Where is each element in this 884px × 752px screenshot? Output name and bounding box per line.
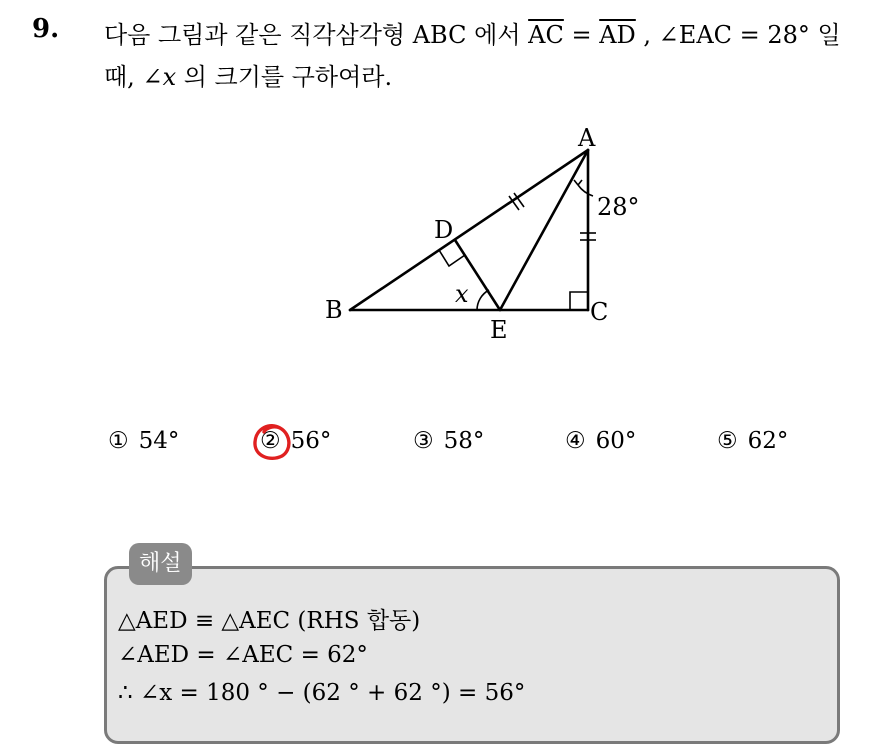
- segment-ac: $\overline{AC}$: [528, 21, 564, 49]
- right-angle-mark-d: [439, 250, 465, 266]
- angle-arc-28: [578, 185, 593, 196]
- question-line-1: [104, 14, 864, 56]
- solution-line-2: ∠AED = ∠AEC = 62°: [118, 642, 368, 668]
- question-number: 9.: [32, 14, 60, 44]
- label-c: C: [590, 298, 609, 326]
- choice-1-number: ①: [108, 428, 129, 454]
- choice-1[interactable]: [108, 428, 179, 454]
- side-ab: [350, 150, 588, 310]
- question-line-2-end: 의 크기를 구하여라.: [176, 63, 393, 91]
- choice-3-value: 58°: [443, 428, 485, 454]
- angle-arrow: [574, 180, 582, 185]
- choice-3-number: ③: [413, 428, 434, 454]
- label-e: E: [490, 316, 508, 344]
- choice-5-value: 62°: [747, 428, 789, 454]
- question-line-1-start: 다음 그림과 같은 직각삼각형 ABC 에서: [104, 21, 529, 49]
- label-b: B: [325, 296, 343, 324]
- variable-x: x: [162, 63, 177, 91]
- choice-5[interactable]: [717, 428, 788, 454]
- choice-5-number: ⑤: [717, 428, 738, 454]
- choice-2-number: ②: [260, 428, 281, 454]
- solution-line-1: △AED ≡ △AEC (RHS 합동): [118, 608, 421, 634]
- label-d: D: [434, 216, 454, 244]
- question-line-1-end: , ∠EAC = 28° 일: [635, 21, 841, 49]
- choice-2-value: 56°: [290, 428, 332, 454]
- angle-label-28: 28°: [597, 193, 640, 221]
- choice-4-value: 60°: [595, 428, 637, 454]
- triangle-figure: [300, 110, 640, 350]
- solution-line-3: ∴ ∠x = 180 ° − (62 ° + 62 °) = 56°: [118, 680, 526, 706]
- angle-arc-x: [477, 290, 489, 310]
- choice-4-number: ④: [565, 428, 586, 454]
- question-text: [104, 14, 864, 98]
- segment-ad: $\overline{AD}$: [599, 21, 636, 49]
- choice-1-value: 54°: [138, 428, 180, 454]
- segment-ae: [500, 150, 588, 310]
- label-x: x: [455, 280, 469, 308]
- answer-choices: [108, 428, 808, 464]
- question-line-2-start: 때, ∠: [104, 63, 163, 91]
- right-angle-mark-c: [570, 292, 588, 310]
- choice-4[interactable]: [565, 428, 636, 454]
- question-line-2: [104, 56, 864, 98]
- solution-tag: 해설: [129, 543, 192, 585]
- label-a: A: [578, 124, 596, 152]
- choice-3[interactable]: [413, 428, 484, 454]
- answer-mark-circle: [250, 420, 296, 466]
- equals-sign: =: [563, 21, 600, 49]
